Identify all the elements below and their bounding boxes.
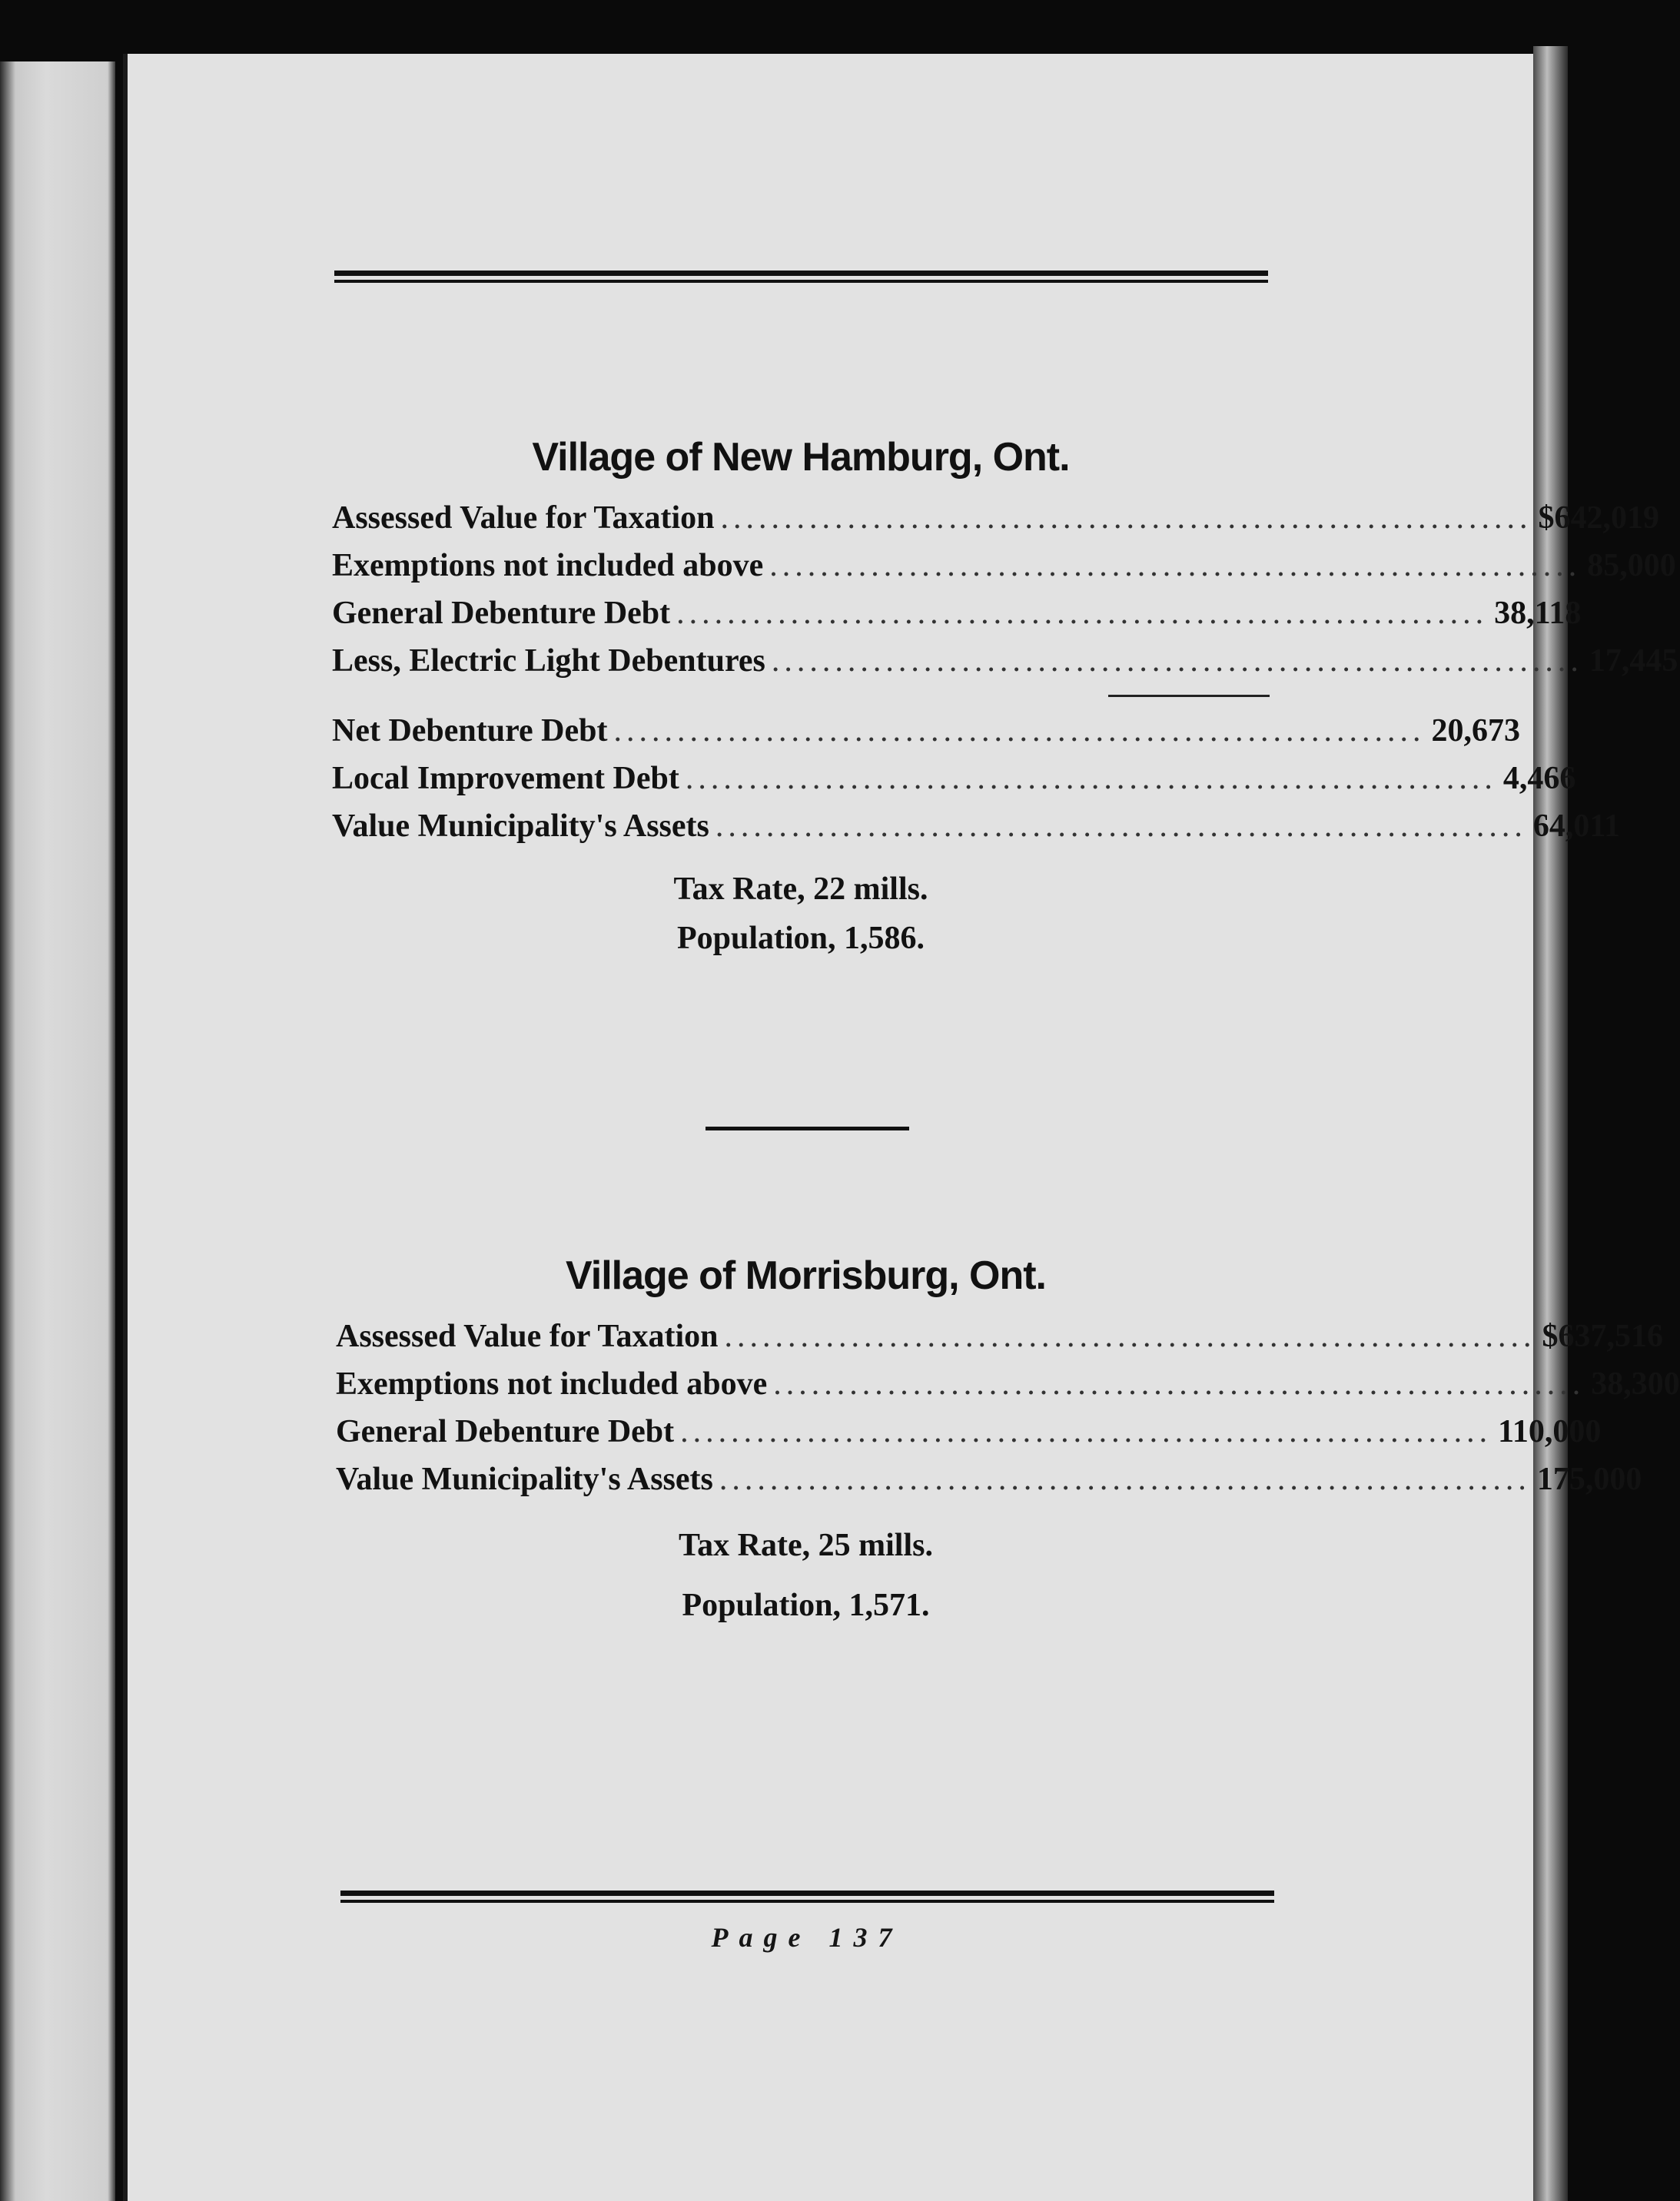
top-double-rule: [334, 271, 1268, 283]
leader-dots: ................................................................: [613, 713, 1426, 749]
leader-dots: ................................................................: [715, 808, 1527, 844]
row-value: 17,445: [1589, 643, 1678, 679]
row-value: $637,516: [1542, 1319, 1664, 1354]
table-row: [332, 500, 1660, 547]
page-number: Page 137: [711, 1922, 903, 1953]
row-label: Value Municipality's Assets: [336, 1462, 713, 1497]
leader-dots: ................................................................: [769, 548, 1582, 583]
leader-dots: ................................................................: [685, 761, 1497, 796]
row-value: 110,000: [1498, 1414, 1602, 1449]
table-row: [336, 1318, 1664, 1366]
table-row: [332, 712, 1520, 760]
leader-dots: ................................................................: [720, 500, 1532, 536]
tax-rate: Tax Rate, 22 mills.: [673, 871, 928, 907]
subtotal-rule: [1108, 695, 1270, 697]
leader-dots: ................................................................: [676, 596, 1489, 631]
section-new-hamburg: [332, 434, 1678, 963]
table-row: [336, 1366, 1680, 1413]
row-label: Less, Electric Light Debentures: [332, 643, 765, 679]
tax-rate: Tax Rate, 25 mills.: [679, 1528, 933, 1563]
row-value: 64,011: [1532, 808, 1621, 844]
section-morrisburg: [336, 1253, 1680, 1630]
row-label: Exemptions not included above: [336, 1366, 768, 1402]
table-row: [332, 642, 1678, 690]
row-label: General Debenture Debt: [336, 1414, 675, 1449]
table-row: [336, 1413, 1602, 1461]
row-value: 175,000: [1536, 1462, 1642, 1497]
table-row: [332, 808, 1621, 855]
section-divider: [706, 1127, 909, 1130]
table-row: [332, 595, 1582, 642]
table-row: [336, 1461, 1642, 1509]
book-binding-edge: [1533, 46, 1568, 2201]
row-value: $642,019: [1538, 500, 1660, 536]
section-title: Village of New Hamburg, Ont.: [532, 435, 1070, 480]
row-label: Value Municipality's Assets: [332, 808, 709, 844]
row-value: 4,466: [1502, 761, 1576, 796]
table-row: [332, 547, 1676, 595]
leader-dots: ................................................................: [719, 1462, 1531, 1497]
population: Population, 1,586.: [676, 921, 925, 956]
row-label: Local Improvement Debt: [332, 761, 679, 796]
facing-page-edge: [0, 61, 115, 2201]
population: Population, 1,571.: [682, 1588, 930, 1623]
section-title: Village of Morrisburg, Ont.: [566, 1253, 1046, 1298]
row-value: 38,118: [1494, 596, 1582, 631]
row-value: 85,000: [1587, 548, 1676, 583]
row-label: Assessed Value for Taxation: [336, 1319, 719, 1354]
table-row: [332, 760, 1576, 808]
leader-dots: ................................................................: [680, 1414, 1492, 1449]
leader-dots: ................................................................: [724, 1319, 1536, 1354]
bottom-double-rule: [340, 1891, 1274, 1903]
row-value: 38,300: [1591, 1366, 1680, 1402]
leader-dots: ................................................................: [773, 1366, 1585, 1402]
row-label: Net Debenture Debt: [332, 713, 608, 749]
leader-dots: ................................................................: [771, 643, 1583, 679]
row-label: General Debenture Debt: [332, 596, 671, 631]
row-label: Exemptions not included above: [332, 548, 764, 583]
row-value: 20,673: [1431, 713, 1520, 749]
row-label: Assessed Value for Taxation: [332, 500, 715, 536]
